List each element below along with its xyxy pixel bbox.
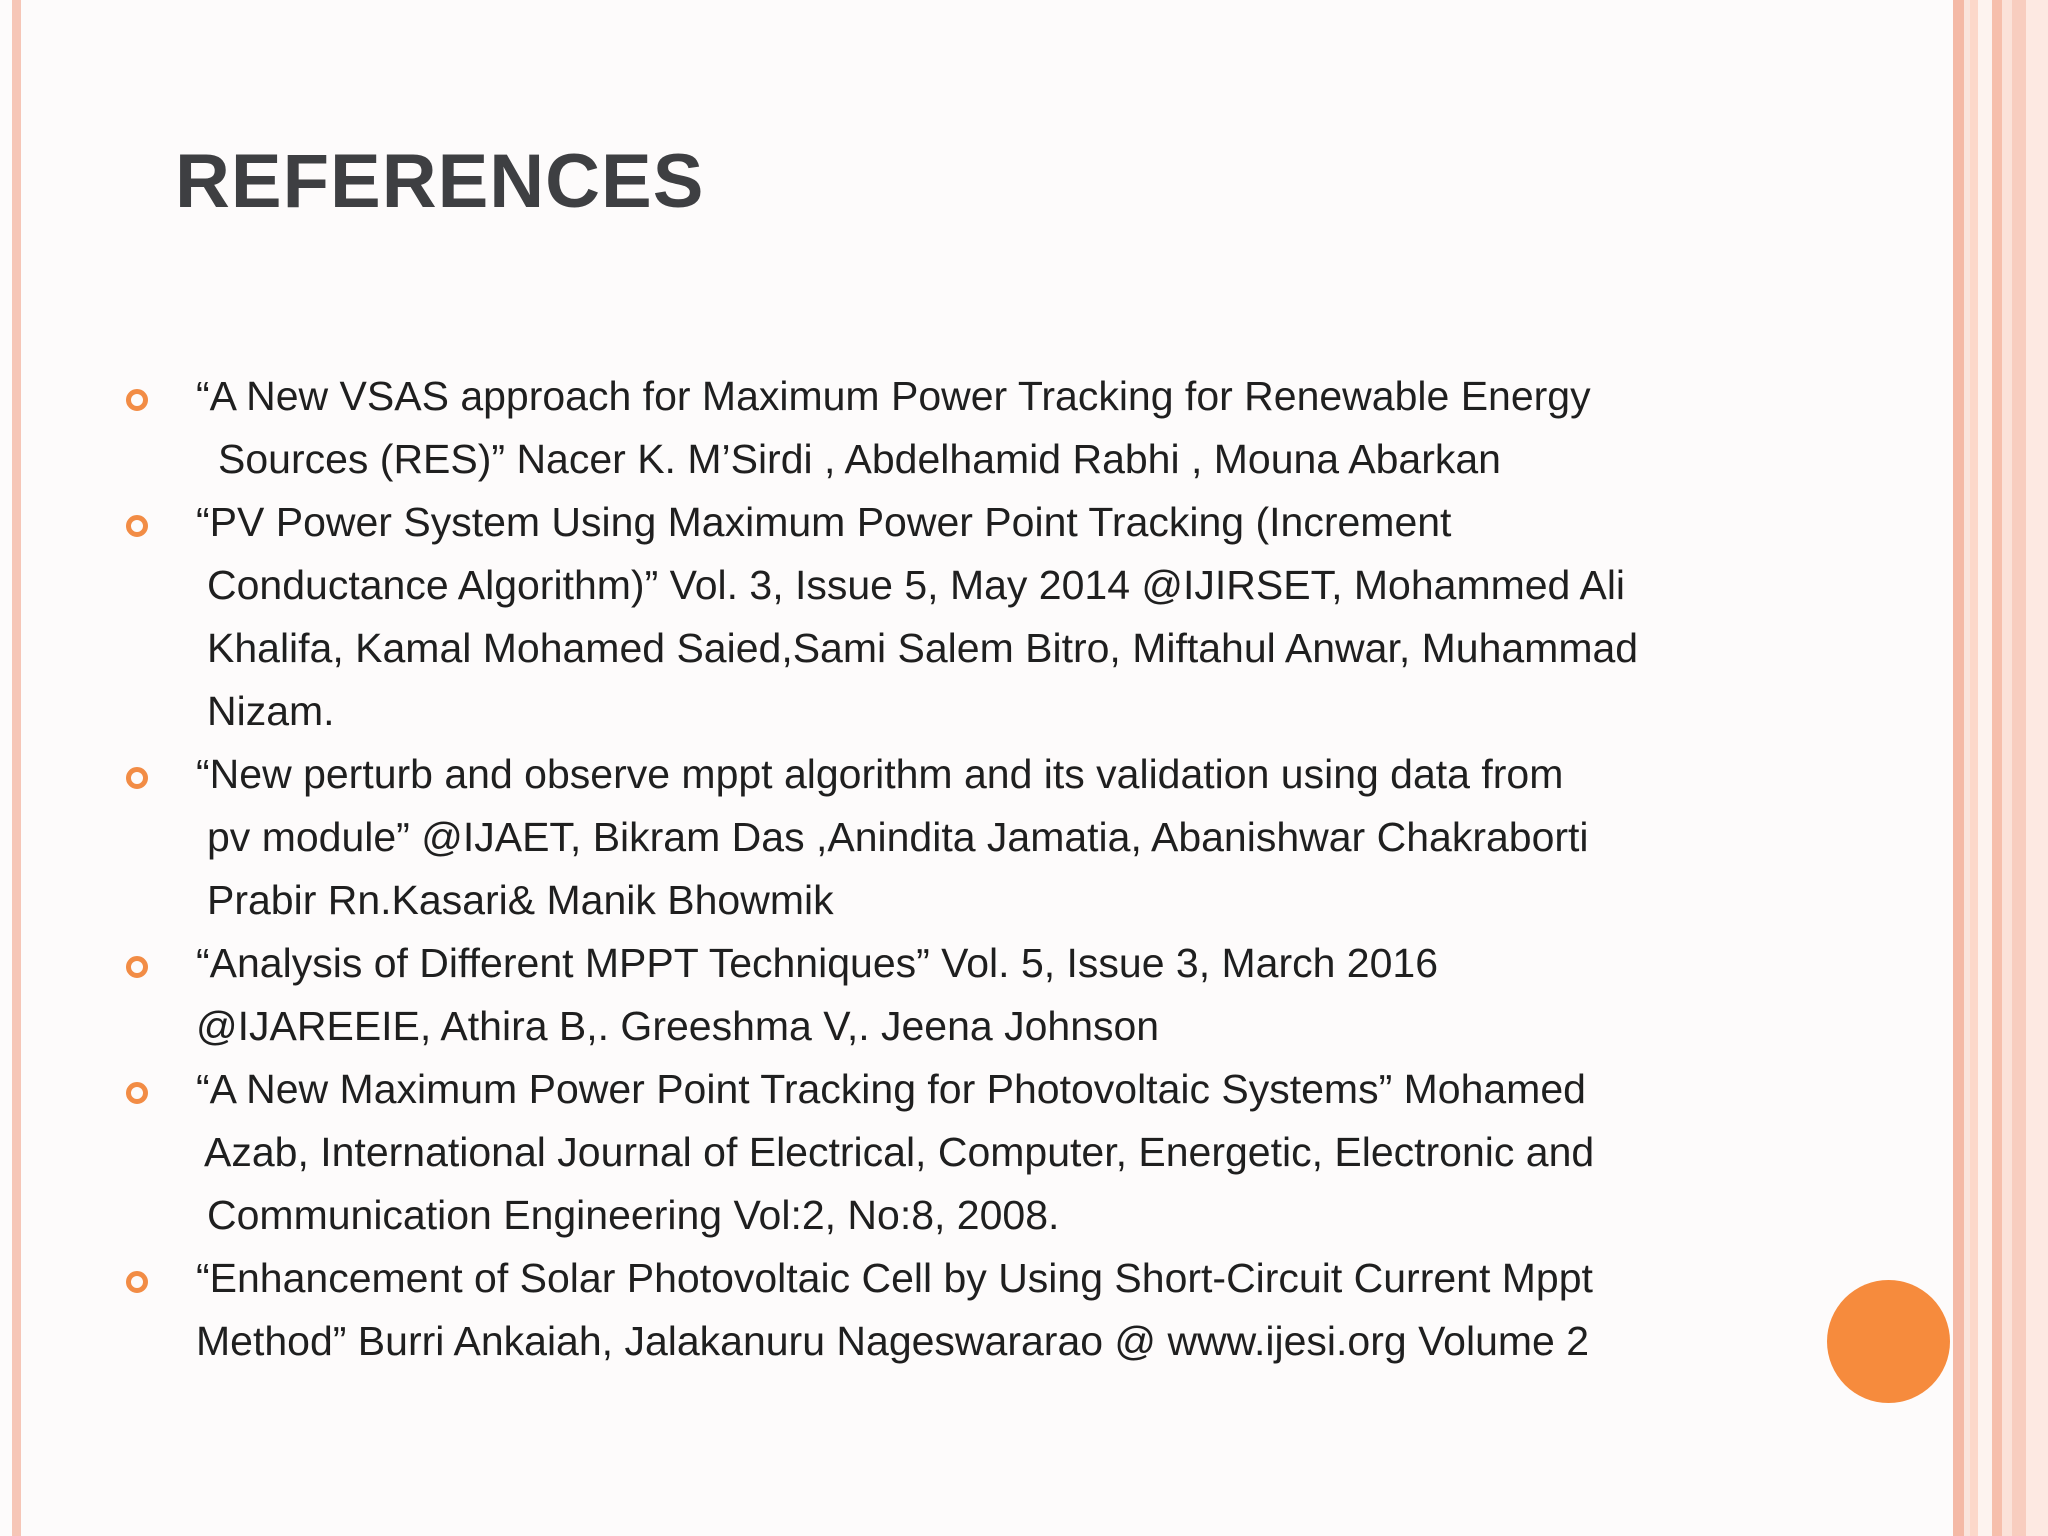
reference-line: “Enhancement of Solar Photovoltaic Cell by Using Short-Circuit Current Mppt [196,1255,1593,1301]
reference-line: “A New VSAS approach for Maximum Power Tracking for Renewable Energy [196,373,1591,419]
circle-outline-bullet-icon [126,767,148,789]
left-border-stripe [12,0,21,1536]
reference-line: “PV Power System Using Maximum Power Point Tracking (Increment [196,499,1452,545]
right-border-band [1953,0,1964,1536]
right-border-band [2002,0,2012,1536]
right-border-band [1992,0,2002,1536]
right-border-band [1978,0,1992,1536]
reference-item [120,932,1720,1058]
reference-line: Nizam. [207,688,335,734]
reference-line: Conductance Algorithm)” Vol. 3, Issue 5, May 2014 @IJIRSET, Mohammed Ali [207,562,1626,608]
reference-item [120,491,1720,743]
reference-line: Prabir Rn.Kasari& Manik Bhowmik [207,877,834,923]
reference-line: pv module” @IJAET, Bikram Das ,Anindita Jamatia, Abanishwar Chakraborti [207,814,1589,860]
reference-line: Sources (RES)” Nacer K. M’Sirdi , Abdelhamid Rabhi , Mouna Abarkan [218,436,1501,482]
circle-outline-bullet-icon [126,1271,148,1293]
right-border-band [2012,0,2026,1536]
reference-line: @IJAREEIE, Athira B,. Greeshma V,. Jeena Johnson [196,1003,1160,1049]
reference-line: Method” Burri Ankaiah, Jalakanuru Nageswararao @ www.ijesi.org Volume 2 [196,1318,1590,1364]
circle-outline-bullet-icon [126,389,148,411]
reference-line: “New perturb and observe mppt algorithm and its validation using data from [196,751,1564,797]
reference-line: “Analysis of Different MPPT Techniques” Vol. 5, Issue 3, March 2016 [196,940,1439,986]
reference-item [120,743,1720,932]
reference-line: Communication Engineering Vol:2, No:8, 2008. [207,1192,1060,1238]
right-border-band [2026,0,2048,1536]
circle-outline-bullet-icon [126,1082,148,1104]
reference-item [120,1247,1720,1373]
reference-line: “A New Maximum Power Point Tracking for Photovoltaic Systems” Mohamed [196,1066,1586,1112]
reference-line: Azab, International Journal of Electrical, Computer, Energetic, Electronic and [204,1129,1595,1175]
reference-list [120,365,1720,1373]
reference-item [120,365,1720,491]
circle-outline-bullet-icon [126,956,148,978]
reference-line: Khalifa, Kamal Mohamed Saied,Sami Salem Bitro, Miftahul Anwar, Muhammad [207,625,1639,671]
circle-outline-bullet-icon [126,515,148,537]
slide-title: REFERENCES [175,139,705,224]
right-border-band [1970,0,1978,1536]
reference-item [120,1058,1720,1247]
decorative-orange-circle [1827,1280,1950,1403]
